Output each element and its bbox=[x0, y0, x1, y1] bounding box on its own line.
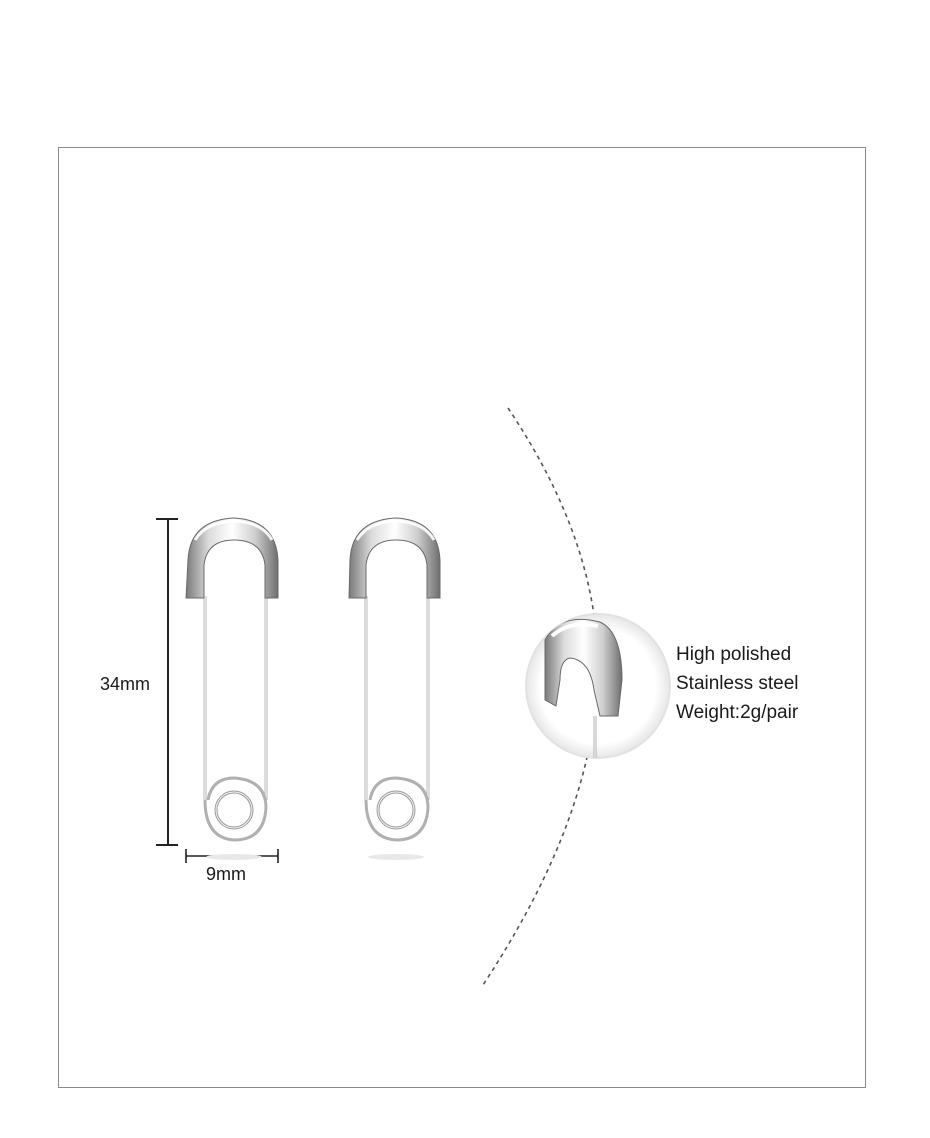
safety-pin-earring-right bbox=[349, 518, 440, 860]
height-label: 34mm bbox=[100, 674, 151, 694]
safety-pin-earring-left bbox=[186, 518, 278, 860]
zoom-detail-circle bbox=[526, 614, 670, 770]
spec-finish: High polished bbox=[676, 644, 792, 665]
height-dimension-line bbox=[156, 519, 178, 845]
spec-weight: Weight:2g/pair bbox=[676, 702, 799, 723]
width-label: 9mm bbox=[206, 864, 246, 884]
spec-list bbox=[676, 640, 799, 727]
spec-material: Stainless steel bbox=[676, 673, 799, 694]
